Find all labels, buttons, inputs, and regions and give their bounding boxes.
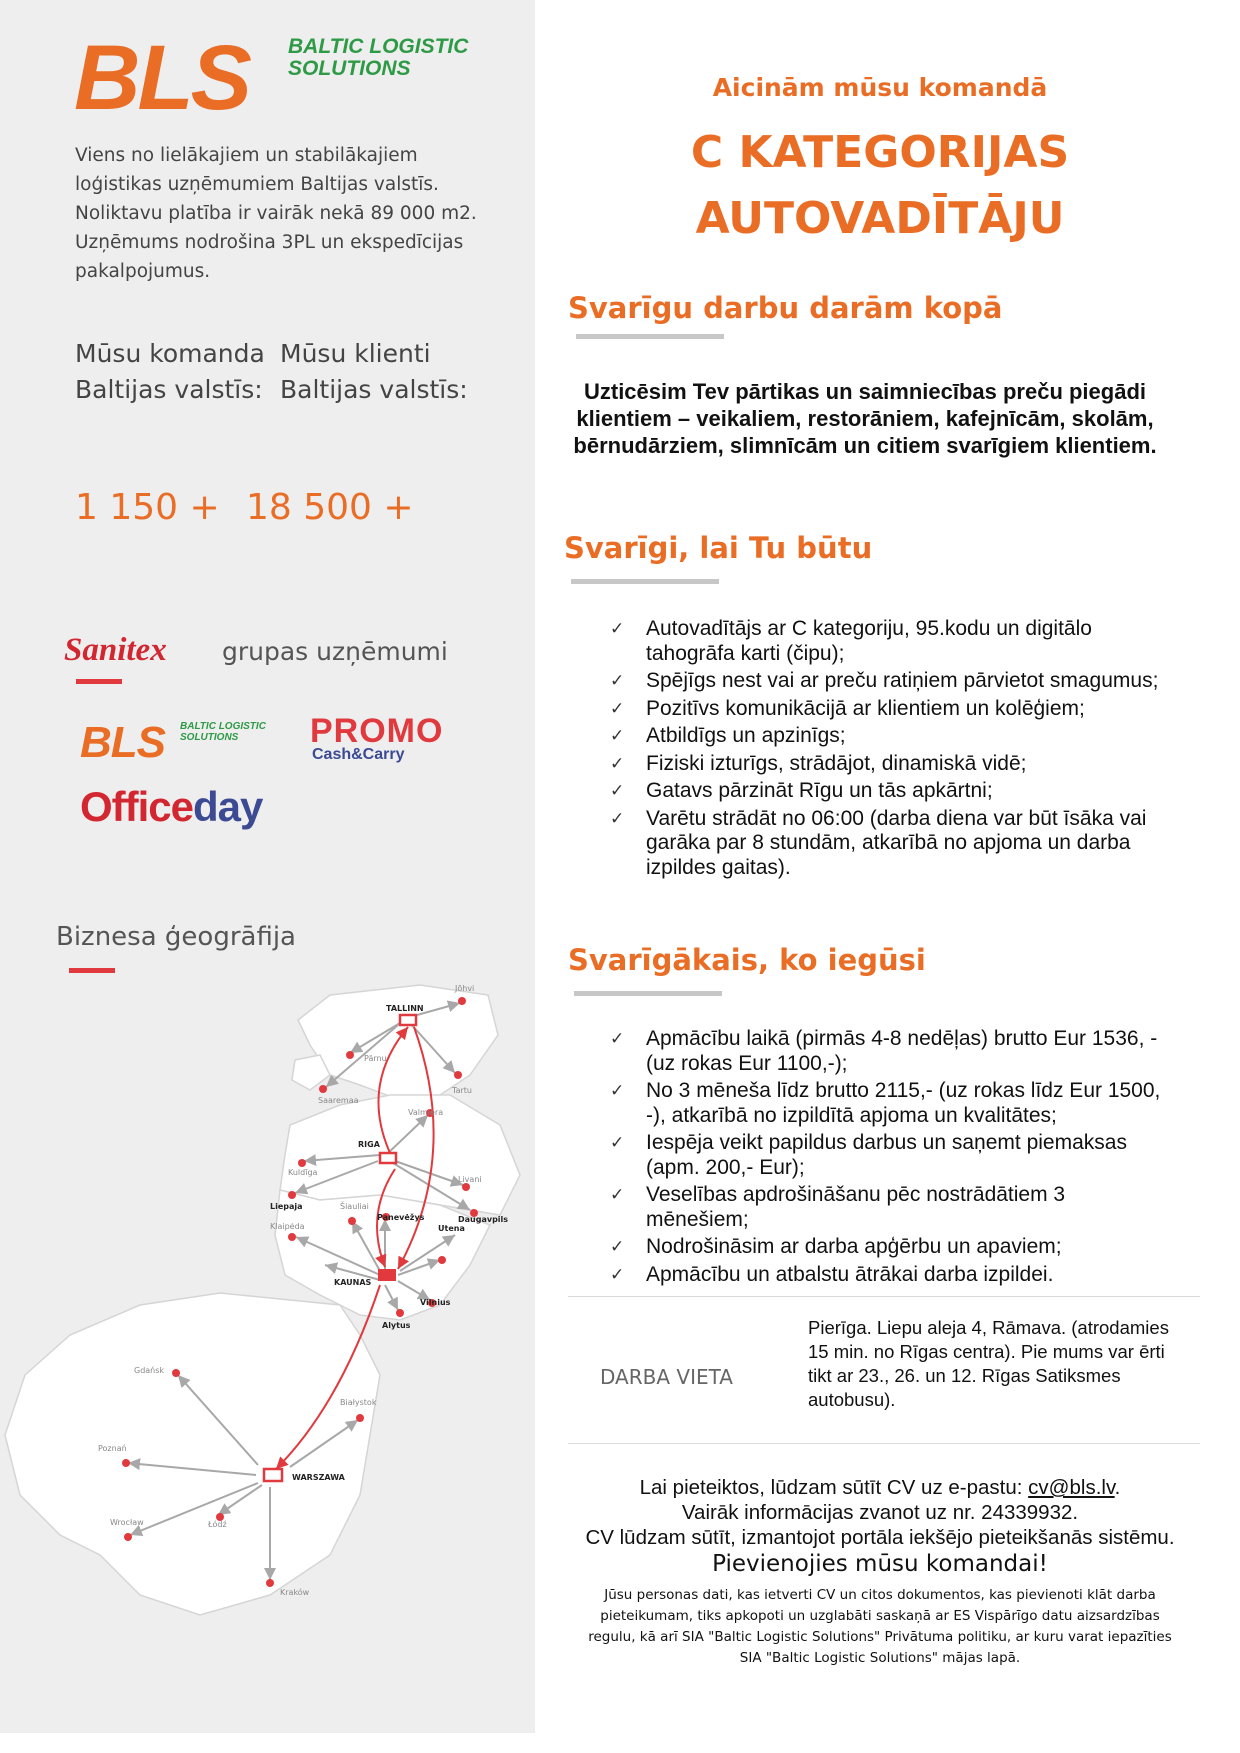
city-label: Valmiera: [408, 1108, 444, 1117]
city-label: Šiauliai: [340, 1202, 369, 1211]
hub-riga: [380, 1153, 396, 1163]
portal-info: CV lūdzam sūtīt, izmantojot portāla iekšējo pieteikšanās sistēmu.: [585, 1526, 1175, 1549]
divider: [69, 968, 115, 973]
city-label: Łódź: [208, 1520, 227, 1529]
divider: [568, 1296, 1200, 1297]
list-item: ✓ Varētu strādāt no 06:00 (darba diena var būt īsāka vai garāka par 8 stundām, atkarībā no apjoma un darba izpildes gaitas).: [610, 806, 1147, 879]
map-latvia: [280, 1095, 520, 1215]
city-label: Białystok: [340, 1398, 377, 1407]
list-item: ✓ Iespēja veikt papildus darbus un saņemt piemaksas (apm. 200,- Eur);: [610, 1131, 1127, 1179]
list-item: ✓ Apmācību laikā (pirmās 4-8 nedēļas) brutto Eur 1536, - (uz rokas Eur 1100,-);: [610, 1027, 1158, 1075]
apply-instructions: Lai pieteiktos, lūdzam sūtīt CV uz e-pastu: cv@bls.lv. Vairāk informācijas zvanot uz nr. 24339932. CV lūdzam sūtīt, izmantojot portāla iekšējo pieteikšanās sistēmu.: [540, 1475, 1220, 1550]
check-icon: ✓: [610, 726, 625, 745]
bls-logo: BLS: [74, 27, 249, 129]
city-label: Vilnius: [420, 1298, 451, 1307]
sanitex-logo: Sanitex: [64, 632, 167, 668]
hub-tallinn: [400, 1015, 416, 1025]
check-icon: ✓: [610, 1029, 625, 1048]
workplace-address: Pierīga. Liepu aleja 4, Rāmava. (atrodamies 15 min. no Rīgas centra). Pie mums var ērti tikt ar 23., 26. un 12. Rīgas Satiksmes autobusu).: [808, 1317, 1169, 1410]
city-label: Kuldīga: [288, 1168, 318, 1177]
city-label: Alytus: [382, 1321, 411, 1330]
email-link[interactable]: cv@bls.lv: [1028, 1476, 1115, 1499]
divider: [576, 334, 724, 339]
stat-team-value: 1 150 +: [75, 487, 220, 528]
city-label: Poznań: [98, 1444, 127, 1453]
city-label: Jõhvi: [455, 984, 475, 993]
check-icon: ✓: [610, 1185, 625, 1204]
city-label: Kraków: [280, 1588, 310, 1597]
section-heading-requirements: Svarīgi, lai Tu būtu: [564, 531, 873, 565]
join-heading: Pievienojies mūsu komandai!: [712, 1551, 1048, 1577]
divider: [568, 1443, 1200, 1444]
map-poland: [5, 1293, 380, 1615]
officeday-logo: Officeday: [80, 783, 263, 830]
list-item: ✓ Apmācību un atbalstu ātrākai darba izpildei.: [610, 1262, 1054, 1286]
bls-small-logo: BLS: [80, 718, 165, 767]
list-item: ✓ No 3 mēneša līdz brutto 2115,- (uz rokas līdz Eur 1500, -), atkarībā no izpildītā apjoma un kvalitātes;: [610, 1079, 1161, 1127]
city-label: Panevėžys: [377, 1213, 425, 1222]
list-item: ✓ Pozitīvs komunikācijā ar klientiem un kolēģiem;: [610, 696, 1085, 720]
section-heading-work: Svarīgu darbu darām kopā: [568, 291, 1003, 325]
left-sidebar: [0, 0, 535, 1733]
divider: [571, 579, 719, 584]
invite-heading: Aicinām mūsu komandā: [712, 73, 1048, 102]
group-companies-label: grupas uzņēmumi: [222, 637, 448, 666]
list-item: ✓ Atbildīgs un apzinīgs;: [610, 724, 846, 747]
stat-clients-value: 18 500 +: [246, 487, 414, 528]
city-label: Liepaja: [270, 1202, 303, 1211]
workplace-label: DARBA VIETA: [600, 1365, 733, 1389]
city-label: Livani: [458, 1175, 482, 1184]
check-icon: ✓: [610, 753, 625, 773]
bls-logo-subtitle: BALTIC LOGISTIC SOLUTIONS: [288, 35, 469, 80]
divider: [574, 991, 722, 996]
check-icon: ✓: [610, 1133, 625, 1152]
list-item: ✓ Gatavs pārzināt Rīgu un tās apkārtni;: [610, 779, 993, 802]
city-label: Utena: [438, 1224, 465, 1233]
city-label: Klaipėda: [270, 1222, 305, 1231]
job-title: C KATEGORIJAS AUTOVADĪTĀJU: [690, 127, 1070, 244]
check-icon: ✓: [610, 1081, 625, 1100]
geography-title: Biznesa ģeogrāfija: [56, 922, 296, 952]
check-icon: ✓: [610, 671, 625, 690]
list-item: ✓ Spējīgs nest vai ar preču ratiņiem pārvietot smagumus;: [610, 669, 1159, 692]
list-item: ✓ Fiziski izturīgs, strādājot, dinamiskā vidē;: [610, 751, 1027, 775]
logistics-map: [0, 975, 535, 1635]
promo-logo-subtitle: Cash&Carry: [312, 746, 405, 763]
city-label: Pärnu: [364, 1054, 387, 1063]
check-icon: ✓: [610, 808, 625, 828]
requirements-list: [610, 617, 1170, 883]
city-label: KAUNAS: [334, 1278, 372, 1287]
bls-small-logo-subtitle: BALTIC LOGISTIC SOLUTIONS: [180, 721, 266, 743]
section-heading-benefits: Svarīgākais, ko iegūsi: [568, 943, 926, 977]
city-label: WARSZAWA: [292, 1473, 345, 1482]
city-label: RIGA: [358, 1140, 380, 1149]
check-icon: ✓: [610, 698, 625, 718]
map-lithuania: [275, 1190, 490, 1320]
check-icon: ✓: [610, 1264, 625, 1284]
benefits-list: [610, 1027, 1170, 1290]
city-label: Saaremaa: [318, 1096, 359, 1105]
map-estonia: [298, 985, 498, 1100]
promo-logo: PROMO: [310, 712, 444, 750]
phone-info: Vairāk informācijas zvanot uz nr. 24339932.: [681, 1501, 1079, 1524]
city-label: Daugavpils: [458, 1215, 509, 1224]
check-icon: ✓: [610, 781, 625, 800]
job-description: Uzticēsim Tev pārtikas un saimniecības preču piegādi klientiem – veikaliem, restorāniem, kafejnīcām, skolām, bērnudārziem, slimnīcām un citiem svarīgiem klientiem.: [573, 379, 1157, 458]
privacy-notice: Jūsu personas dati, kas ietverti CV un citos dokumentos, kas pievienoti klāt darba pieteikumam, tiks apkopoti un uzglabāti saskaņā ar ES Vispārīgo datu aizsardzības regulu, kā arī SIA "Baltic Logistic Solutions" Privātuma politiku, ar kuru varat iepazīties SIA "Baltic Logistic Solutions" mājas lapā.: [588, 1587, 1172, 1666]
divider: [76, 679, 122, 684]
check-icon: ✓: [610, 619, 625, 638]
city-label: Gdańsk: [134, 1366, 165, 1375]
hub-warszawa: [264, 1469, 282, 1481]
stat-clients-label: Mūsu klienti Baltijas valstīs:: [280, 339, 468, 404]
list-item: ✓ Autovadītājs ar C kategoriju, 95.kodu un digitālo tahogrāfa karti (čipu);: [610, 617, 1092, 665]
list-item: ✓ Veselības apdrošināšanu pēc nostrādātiem 3 mēnešiem;: [610, 1183, 1066, 1231]
company-intro: Viens no lielākajiem un stabilākajiem loģistikas uzņēmumiem Baltijas valstīs. Noliktavu platība ir vairāk nekā 89 000 m2. Uzņēmums nodrošina 3PL un ekspedīcijas pakalpojumus.: [75, 145, 477, 282]
stat-team-label: Mūsu komanda Baltijas valstīs:: [75, 339, 265, 404]
check-icon: ✓: [610, 1237, 625, 1256]
city-label: Tartu: [452, 1086, 472, 1095]
city-label: TALLINN: [386, 1004, 424, 1013]
city-label: Wrocław: [110, 1518, 144, 1527]
list-item: ✓ Nodrošināsim ar darba apģērbu un apaviem;: [610, 1235, 1062, 1258]
hub-kaunas: [378, 1269, 396, 1281]
